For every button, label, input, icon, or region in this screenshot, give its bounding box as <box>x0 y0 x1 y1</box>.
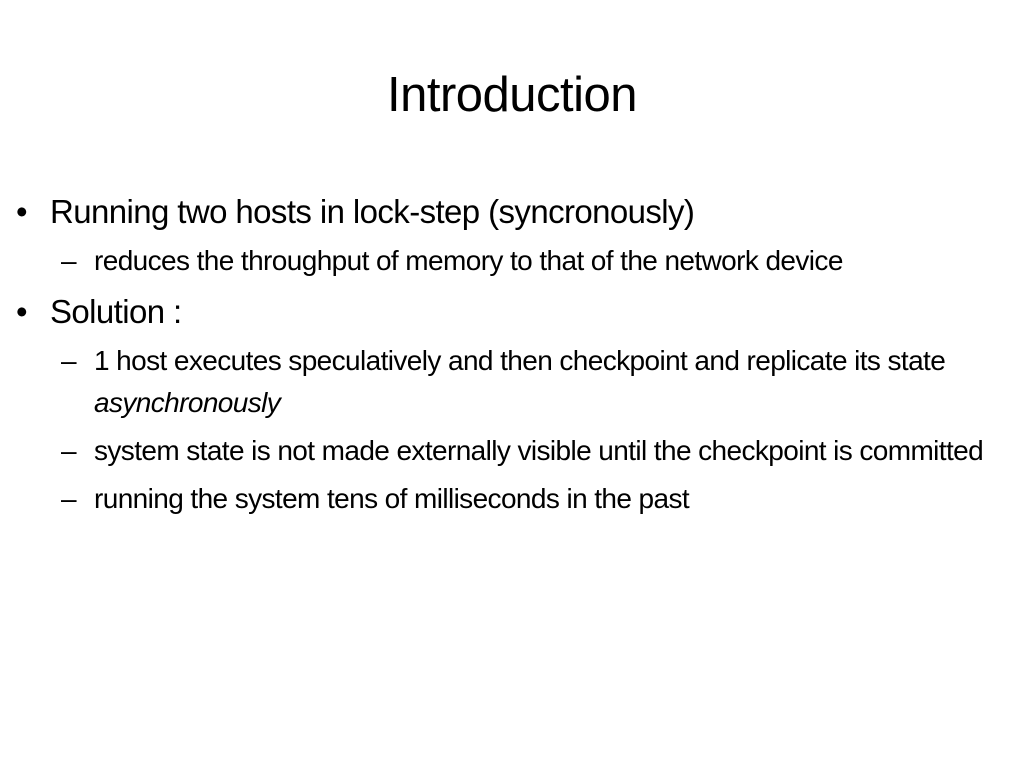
dash-symbol: – <box>61 345 76 376</box>
sub-bullet-text: running the system tens of milliseconds in the past <box>94 483 690 514</box>
sub-bullet-text: system state is not made externally visible until the checkpoint is committed <box>94 435 984 466</box>
bullet-symbol: • <box>16 193 27 230</box>
sub-bullet-state-not-visible <box>14 430 1004 472</box>
sub-bullet-speculative-execution <box>14 340 1004 424</box>
bullet-text: Solution : <box>50 293 182 330</box>
sub-bullet-text: 1 host executes speculatively and then checkpoint and replicate its state <box>94 345 946 376</box>
slide-body <box>14 188 1004 520</box>
dash-symbol: – <box>61 483 76 514</box>
bullet-text: Running two hosts in lock-step (syncronously) <box>50 193 695 230</box>
bullet-running-two-hosts <box>14 188 1004 236</box>
sub-bullet-text: reduces the throughput of memory to that of the network device <box>94 245 843 276</box>
sub-bullet-reduces-throughput <box>14 240 1004 282</box>
slide-title: Introduction <box>386 68 638 122</box>
bullet-symbol: • <box>16 293 27 330</box>
dash-symbol: – <box>61 245 76 276</box>
sub-bullet-running-in-past <box>14 478 1004 520</box>
emphasis-text: asynchronously <box>94 387 281 418</box>
bullet-solution <box>14 288 1004 336</box>
dash-symbol: – <box>61 435 76 466</box>
